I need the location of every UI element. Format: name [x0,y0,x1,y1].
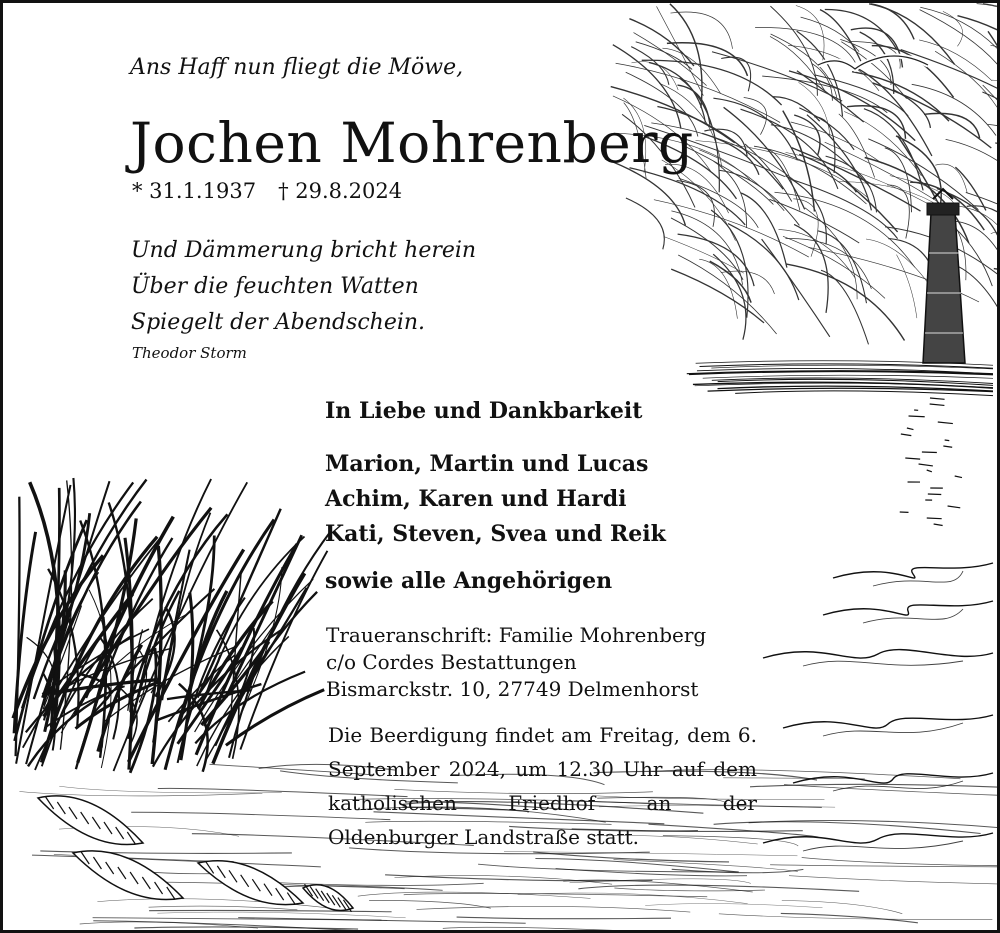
family-line: Achim, Karen und Hardi [325,486,627,512]
funeral-notice: Die Beerdigung findet am Freitag, dem 6. September 2024, um 12.30 Uhr auf dem katholischen Friedhof an der Oldenburger Landstraße statt. [328,723,757,849]
death-date: † 29.8.2024 [278,179,403,203]
life-dates [132,179,402,203]
epigraph: Ans Haff nun fliegt die Möwe, [130,55,464,80]
mourners-intro: In Liebe und Dankbarkeit [325,398,643,424]
poem [131,233,476,341]
poem-line: Spiegelt der Abendschein. [131,310,426,335]
water-reflection [900,398,962,526]
family-line: Marion, Martin und Lucas [325,451,649,477]
family-line: Kati, Steven, Svea und Reik [325,521,666,547]
mourners-relatives: sowie alle Angehörigen [325,568,613,594]
birth-date: * 31.1.1937 [132,179,257,203]
wave-lines [763,563,993,851]
poem-author: Theodor Storm [132,344,247,362]
island-shoreline [687,361,993,396]
mourners-families [325,447,666,552]
dune-grass [13,478,331,773]
poem-line: Und Dämmerung bricht herein [131,238,477,263]
address-line: Traueranschrift: Familie Mohrenberg [326,623,707,647]
address-line: c/o Cordes Bestattungen [326,650,577,674]
poem-line: Über die feuchten Watten [131,274,419,299]
address-line: Bismarckstr. 10, 27749 Delmenhorst [326,677,699,701]
lighthouse-icon [923,189,965,363]
mourning-address [326,622,706,703]
deceased-name: Jochen Mohrenberg [130,111,694,175]
seagull-icon [818,56,928,69]
